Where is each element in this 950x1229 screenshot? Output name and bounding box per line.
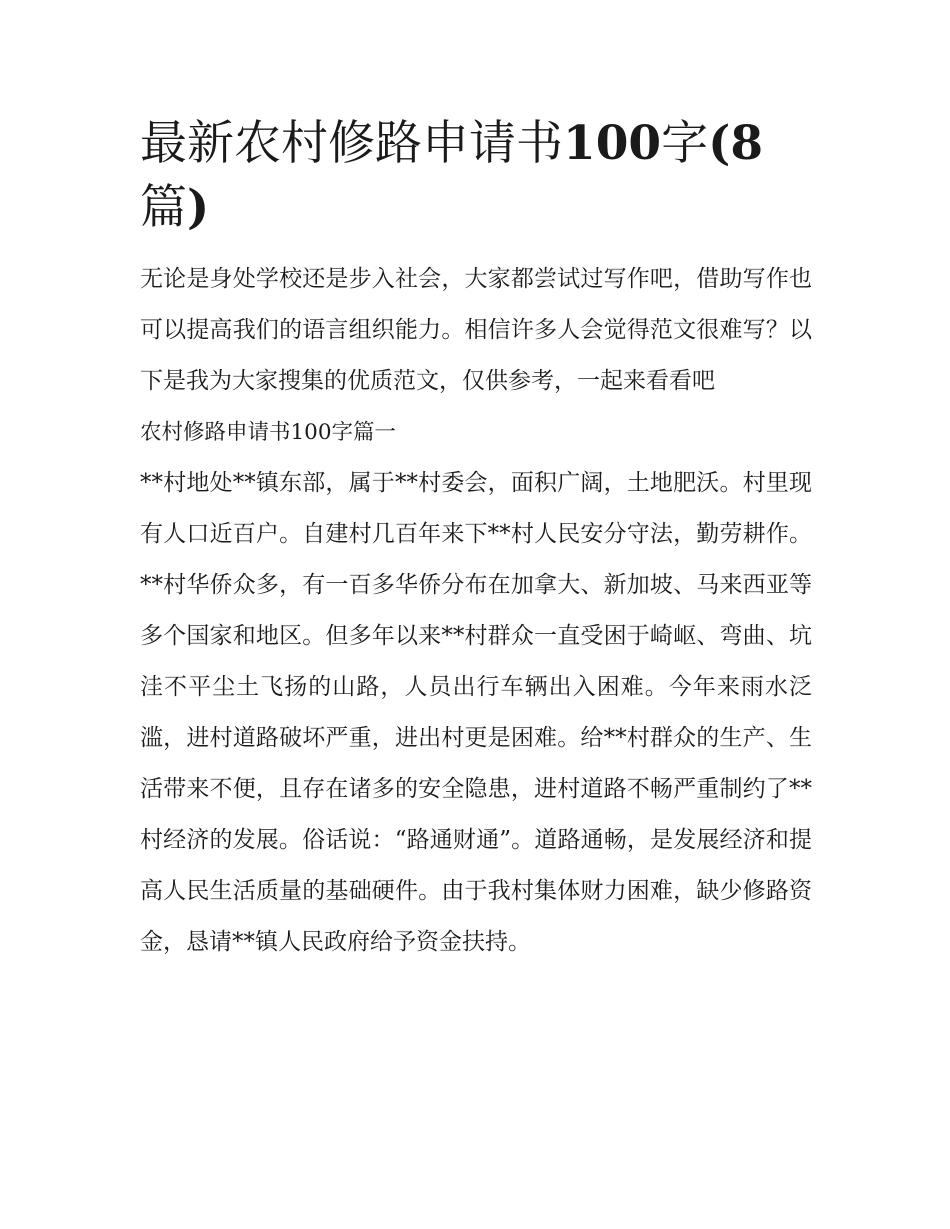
intro-paragraph: 无论是身处学校还是步入社会，大家都尝试过写作吧，借助写作也可以提高我们的语言组织能力。相信许多人会觉得范文很难写？以下是我为大家搜集的优质范文，仅供参考，一起来看看吧 <box>140 266 812 394</box>
title-latin-run: (8 <box>708 116 764 171</box>
body-paragraph: **村地处**镇东部，属于**村委会，面积广阔，土地肥沃。村里现有人口近百户。自建村几百年来下**村人民安分守法，勤劳耕作。**村华侨众多，有一百多华侨分布在加拿大、新加坡、马来西亚等多个国家和地区。但多年以来**村群众一直受困于崎岖、弯曲、坑洼不平尘土飞扬的山路，人员出行车辆出入困难。今年来雨水泛滥，进村道路破坏严重，进出村更是困难。给**村群众的生产、生活带来不便，且存在诸多的安全隐患，进村道路不畅严重制约了**村经济的发展。俗话说：“路通财通”。道路通畅，是发展经济和提高人民生活质量的基础硬件。由于我村集体财力困难，缺少修路资金，恳请**镇人民政府给予资金扶持。 <box>140 470 812 955</box>
document-page <box>140 112 812 968</box>
section-heading: 农村修路申请书100字篇一 <box>140 420 397 445</box>
title-latin-run: 100 <box>563 116 662 171</box>
title-latin-run: ) <box>187 180 210 235</box>
document-title: 最新农村修路申请书100字(8篇) <box>140 116 764 235</box>
